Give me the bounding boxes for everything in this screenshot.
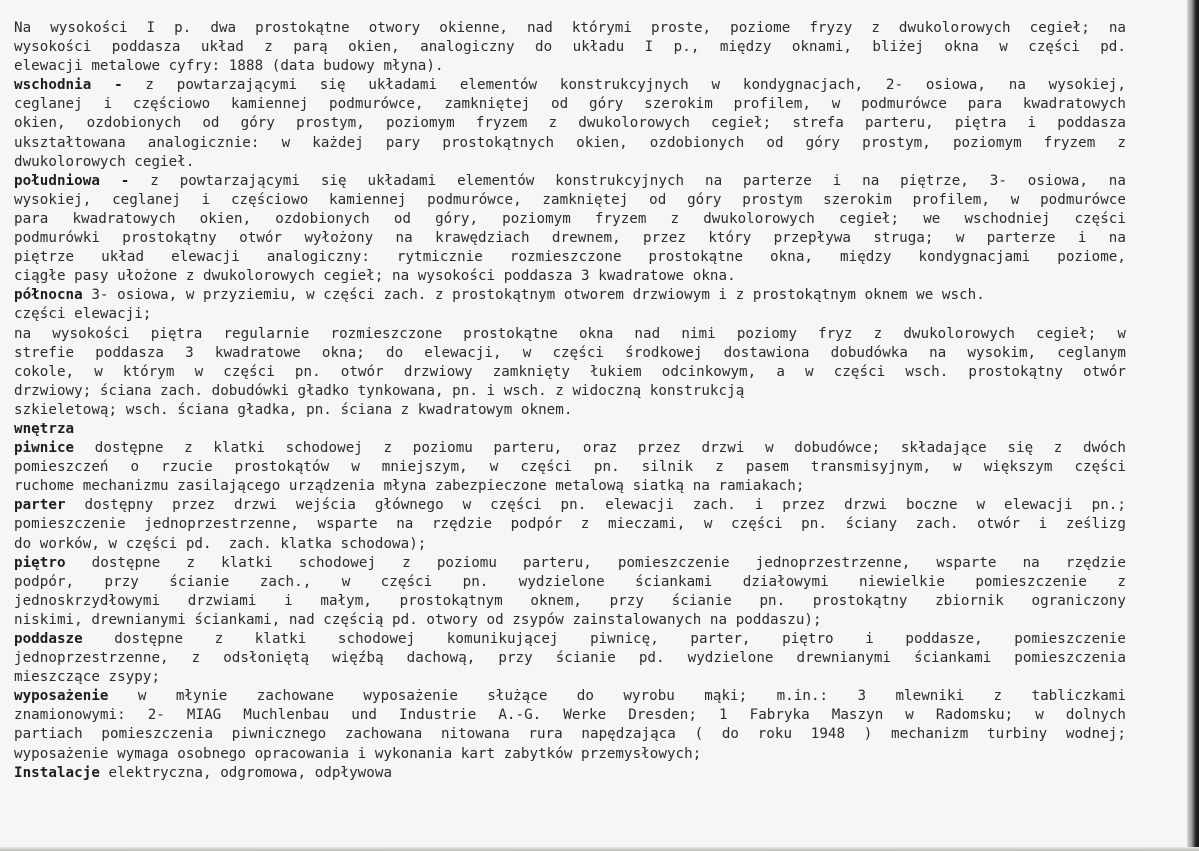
text-line: pomieszczeń o rzucie prostokątów w mniejszym, w części pn. silnik z pasem transmisyjnym, w większym części	[14, 459, 1126, 476]
text-line: strefie poddasza 3 kwadratowe okna; do elewacji, w części środkowej dostawiona dobudówka na wysokim, ceglanym	[14, 344, 1126, 361]
document-body	[14, 19, 1126, 783]
text-run: dostępne z klatki schodowej z poziomu parteru, oraz przez drzwi w dobudówce; składające się z dwóch	[74, 440, 1126, 457]
text-line: podmurówki prostokątny otwór wyłożony na krawędziach drewnem, przez który przepływa struga; w parterze i na	[14, 230, 1126, 247]
text-line: okien, ozdobionych od góry prostym, poziomym fryzem z dwukolorowych cegieł; strefa parteru, piętra i poddasza	[14, 115, 1126, 132]
text-line: ceglanej i częściowo kamiennej podmurówce, zamkniętej od góry szerokim profilem, w podmurówce para kwadratowych	[14, 96, 1126, 113]
text-run: dostępne z klatki schodowej z poziomu parteru, pomieszczenie jednoprzestrzenne, wsparte na rzędzie	[65, 554, 1126, 571]
section-heading-wnetrza: wnętrza	[14, 420, 75, 437]
text-line: pomieszczenie jednoprzestrzenne, wsparte na rzędzie podpór z mieczami, w części pn. ściany zach. otwór i ześlizg	[14, 516, 1126, 533]
text-line: ciągłe pasy ułożone z dwukolorowych cegieł; na wysokości poddasza 3 kwadratowe okna.	[14, 268, 736, 285]
section-poddasze-first-line	[14, 630, 1126, 649]
text-line: Na wysokości I p. dwa prostokątne otwory okienne, nad którymi proste, poziome fryzy z dwukolorowych cegieł; na	[14, 20, 1126, 36]
section-heading-instalacje: Instalacje	[14, 764, 100, 781]
text-line: mieszczące zsypy;	[14, 669, 161, 686]
section-wschodnia-first-line	[14, 76, 1126, 95]
text-line: para kwadratowych okien, ozdobionych od góry, poziomym fryzem z dwukolorowych cegieł; we wschodniej części	[14, 210, 1126, 227]
section-wyposazenie-first-line	[14, 687, 1126, 706]
text-line: na wysokości piętra regularnie rozmieszczone prostokątne okna nad nimi poziomy fryz z dwukolorowych cegieł; w	[14, 325, 1126, 342]
scan-border-bottom	[0, 847, 1199, 851]
section-piwnice-first-line	[14, 439, 1126, 458]
text-run: w młynie zachowane wyposażenie służące do wyrobu mąki; m.in.: 3 mlewniki z tabliczkami	[108, 688, 1126, 705]
section-heading-wyposazenie: wyposażenie	[14, 688, 109, 705]
text-run: dostępny przez drzwi wejścia głównego w części pn. elewacji zach. i przez drzwi boczne w elewacji pn.;	[65, 497, 1126, 514]
section-parter-first-line	[14, 496, 1126, 515]
text-run: z powtarzającymi się układami elementów konstrukcyjnych na parterze i na piętrze, 3- osiowa, na	[129, 172, 1126, 189]
text-line: szkieletową; wsch. ściana gładka, pn. ściana z kwadratowym oknem.	[14, 401, 573, 418]
section-heading-piwnice: piwnice	[14, 440, 75, 457]
section-pietro-first-line	[14, 554, 1126, 573]
section-polnocna-first-line	[14, 286, 1126, 305]
text-line: ruchome mechanizmu zasilającego urządzenia młyna zabezpieczone metalową siatką na ramiakach;	[14, 478, 805, 495]
text-line: ukształtowana analogicznie: w każdej pary prostokątnych okien, ozdobionych od góry prostym, poziomym fryzem z	[14, 134, 1126, 151]
text-line: drzwiowy; ściana zach. dobudówki gładko tynkowana, pn. i wsch. z widoczną konstrukcją	[14, 382, 745, 399]
text-line: podpór, przy ścianie zach., w części pn. wydzielone ściankami działowymi niewielkie pomieszczenie z	[14, 573, 1126, 590]
scan-border-right	[1187, 0, 1199, 851]
section-heading-poludniowa: południowa -	[14, 172, 130, 189]
text-line: cokole, w którym w części pn. otwór drzwiowy zamknięty łukiem odcinkowym, a w części wsch. prostokątny otwór	[14, 363, 1126, 380]
text-run: elektryczna, odgromowa, odpływowa	[99, 764, 393, 781]
text-line: jednoskrzydłowymi drzwiami i małym, prostokątnym oknem, przy ścianie pn. prostokątny zbiornik ograniczony	[14, 592, 1126, 609]
text-line: znamionowymi: 2- MIAG Muchlenbau und Industrie A.-G. Werke Dresden; 1 Fabryka Maszyn w Radomsku; w dolnych	[14, 707, 1126, 724]
section-heading-parter: parter	[14, 497, 66, 514]
text-line: piętrze układ elewacji analogiczny: rytmicznie rozmieszczone prostokątne okna, między kondygnacjami poziome,	[14, 249, 1126, 266]
text-line: części elewacji;	[14, 306, 152, 323]
section-heading-wschodnia: wschodnia -	[14, 77, 123, 94]
section-wnetrza-line	[14, 420, 1126, 439]
section-poludniowa-first-line	[14, 172, 1126, 191]
text-line: partiach pomieszczenia piwnicznego zachowana nitowana rura napędzająca ( do roku 1948 ) mechanizm turbiny wodnej;	[14, 726, 1126, 743]
section-heading-polnocna: północna	[14, 287, 83, 304]
text-run: z powtarzającymi się układami elementów konstrukcyjnych w kondygnacjach, 2- osiowa, na wysokiej,	[122, 77, 1126, 94]
section-instalacje-line	[14, 764, 1126, 783]
text-line: wysokości poddasza układ z parą okien, analogiczny do układu I p., między oknami, bliżej okna w części pd.	[14, 39, 1126, 56]
text-run: 3- osiowa, w przyziemiu, w części zach. z prostokątnym otworem drzwiowym i z prostokątnym oknem we wsch.	[82, 287, 985, 304]
text-line: do worków, w części pd. zach. klatka schodowa);	[14, 535, 427, 552]
text-line: niskimi, drewnianymi ściankami, nad częścią pd. otwory od zsypów zainstalowanych na poddaszu);	[14, 611, 822, 628]
text-line: jednoprzestrzenne, z odsłoniętą więźbą dachową, przy ścianie pd. wydzielone drewnianymi ściankami pomieszczenia	[14, 650, 1126, 667]
text-line: wyposażenie wymaga osobnego opracowania i wykonania kart zabytków przemysłowych;	[14, 745, 702, 762]
text-line: wysokiej, ceglanej i częściowo kamiennej podmurówce, zamkniętej od góry prostym szerokim profilem, w podmurówce	[14, 191, 1126, 208]
text-line: elewacji metalowe cyfry: 1888 (data budowy młyna).	[14, 58, 444, 75]
text-run: dostępne z klatki schodowej komunikującej piwnicę, parter, piętro i poddasze, pomieszczenie	[82, 631, 1126, 647]
text-line: dwukolorowych cegieł.	[14, 153, 195, 170]
section-heading-poddasze: poddasze	[14, 631, 83, 647]
section-heading-pietro: piętro	[14, 554, 66, 571]
